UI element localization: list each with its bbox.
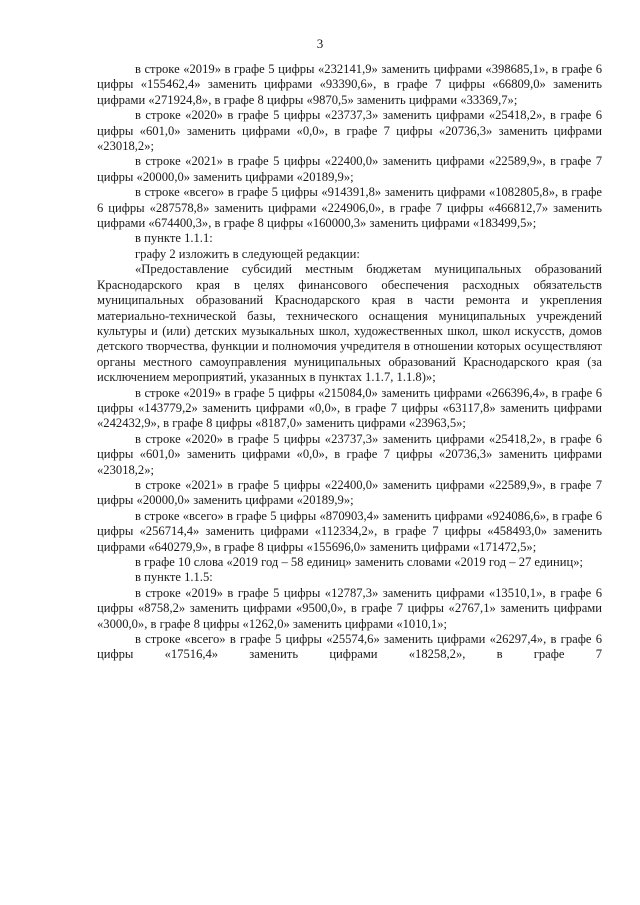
paragraph: в строке «2020» в графе 5 цифры «23737,3» заменить цифрами «25418,2», в графе 6 цифры «601,0» заменить цифрами «0,0», в графе 7 цифры «20736,3» заменить цифрами «23018,2»;	[97, 431, 602, 477]
paragraph: в пункте 1.1.5:	[135, 570, 213, 585]
paragraph: графу 2 изложить в следующей редакции:	[135, 246, 360, 261]
paragraph: в строке «2020» в графе 5 цифры «23737,3» заменить цифрами «25418,2», в графе 6 цифры «601,0» заменить цифрами «0,0», в графе 7 цифры «20736,3» заменить цифрами «23018,2»;	[97, 108, 602, 154]
paragraph: в пункте 1.1.1:	[135, 231, 213, 246]
paragraph: в строке «всего» в графе 5 цифры «25574,6» заменить цифрами «26297,4», в графе 6 цифры «17516,4» заменить цифрами «18258,2», в графе 7	[97, 632, 602, 662]
paragraph: «Предоставление субсидий местным бюджетам муниципальных образований Краснодарского края в целях финансового обеспечения расходных обязательств муниципальных образований Краснодарского края в части ремонта и укрепления материально-технической базы, технического оснащения муниципальных учреждений культуры и (или) детских музыкальных школ, художественных школ, школ искусств, домов детского творчества, функции и полномочия учредителя в отношении которых осуществляют органы местного самоуправления муниципальных образований Краснодарского края (за исключением мероприятий, указанных в пунктах 1.1.7, 1.1.8)»;	[97, 262, 602, 385]
paragraph: в строке «2019» в графе 5 цифры «232141,9» заменить цифрами «398685,1», в графе 6 цифры «155462,4» заменить цифрами «93390,6», в графе 7 цифры «66809,0» заменить цифрами «271924,8», в графе 8 цифры «9870,5» заменить цифрами «33369,7»;	[97, 62, 602, 107]
paragraph: в графе 10 слова «2019 год – 58 единиц» заменить словами «2019 год – 27 единиц»;	[135, 555, 584, 569]
paragraph: в строке «2021» в графе 5 цифры «22400,0» заменить цифрами «22589,9», в графе 7 цифры «20000,0» заменить цифрами «20189,9»;	[97, 154, 602, 184]
paragraph: в строке «всего» в графе 5 цифры «914391,8» заменить цифрами «1082805,8», в графе 6 цифры «287578,8» заменить цифрами «224906,0», в графе 7 цифры «466812,7» заменить цифрами «674400,3», в графе 8 цифры «160000,3» заменить цифрами «183499,5»;	[97, 185, 602, 231]
document-body	[97, 62, 602, 663]
paragraph: в строке «2019» в графе 5 цифры «12787,3» заменить цифрами «13510,1», в графе 6 цифры «8758,2» заменить цифрами «9500,0», в графе 7 цифры «2767,1» заменить цифрами «3000,0», в графе 8 цифры «1262,0» заменить цифрами «1010,1»;	[97, 585, 602, 631]
paragraph: в строке «2019» в графе 5 цифры «215084,0» заменить цифрами «266396,4», в графе 6 цифры «143779,2» заменить цифрами «0,0», в графе 7 цифры «63117,8» заменить цифрами «242432,9», в графе 8 цифры «8187,0» заменить цифрами «23963,5»;	[97, 385, 602, 431]
page-number: 3	[316, 36, 324, 51]
paragraph: в строке «2021» в графе 5 цифры «22400,0» заменить цифрами «22589,9», в графе 7 цифры «20000,0» заменить цифрами «20189,9»;	[97, 477, 602, 508]
paragraph: в строке «всего» в графе 5 цифры «870903,4» заменить цифрами «924086,6», в графе 6 цифры «256714,4» заменить цифрами «112334,2», в графе 7 цифры «458493,0» заменить цифрами «640279,9», в графе 8 цифры «155696,0» заменить цифрами «171472,5»;	[97, 508, 602, 554]
